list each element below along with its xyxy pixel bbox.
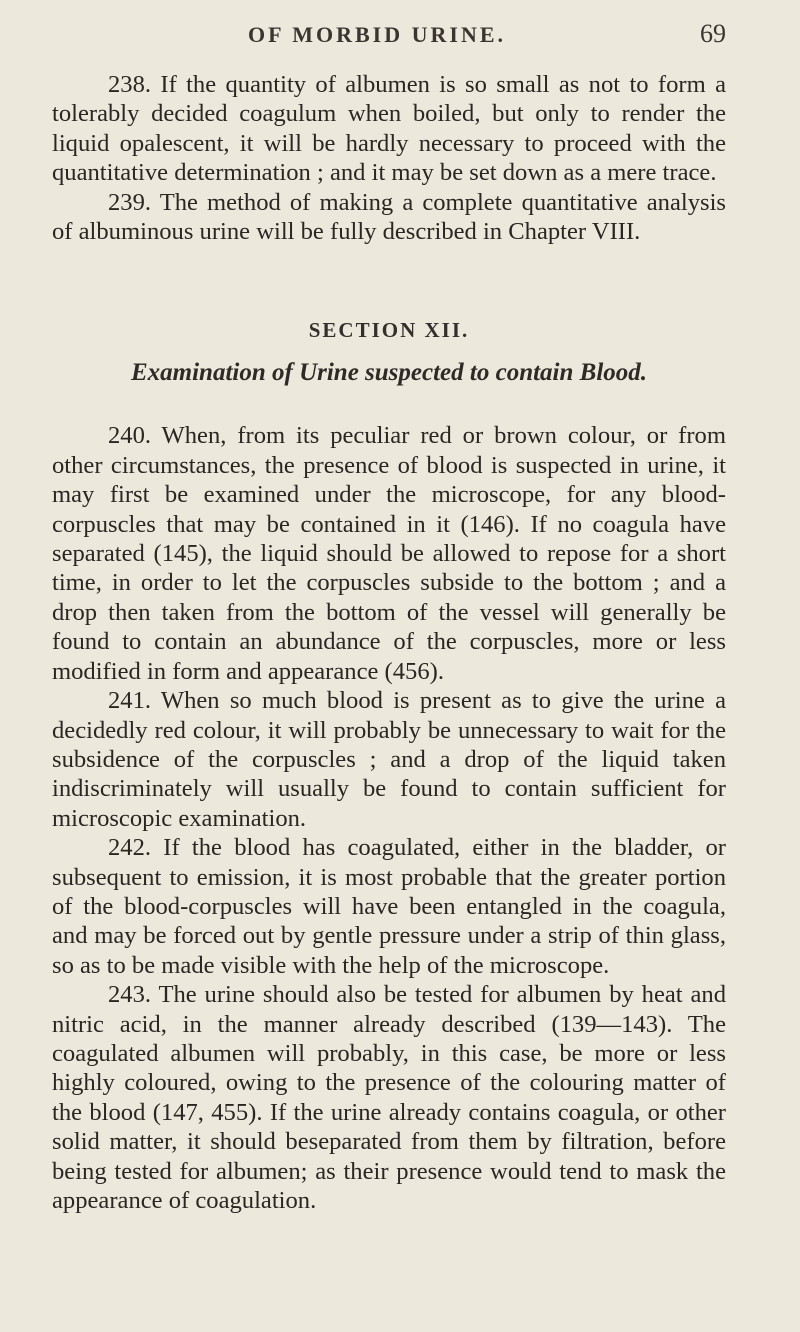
paragraph-238: 238. If the quantity of albumen is so small as not to form a tolerably decided coagulum when boiled, but only to render the liquid opalescent, it will be hardly necessary to proceed with the quantitative determination ; and it may be set down as a mere trace. bbox=[52, 71, 726, 187]
running-head bbox=[52, 0, 726, 56]
paragraph-242: 242. If the blood has coagulated, either in the bladder, or subsequent to emission, it is most probable that the greater portion of the blood-corpuscles will have been entangled in the coagula, and may be forced out by gentle pressure under a strip of thin glass, so as to be made visible with the help of the microscope. bbox=[52, 834, 726, 979]
section-heading: SECTION XII. bbox=[308, 318, 470, 343]
paragraph-243: 243. The urine should also be tested for albumen by heat and nitric acid, in the manner already described (139—143). The coagulated albumen will probably, in this case, be more or less highly coloured, owing to the presence of the colouring matter of the blood (147, 455). If the urine already contains coagula, or other solid matter, it should beseparated from them by filtration, before being tested for albumen; as their presence would tend to mask the appearance of coagulation. bbox=[52, 981, 726, 1214]
page-number: 69 bbox=[700, 19, 726, 48]
paragraph-241: 241. When so much blood is present as to give the urine a decidedly red colour, it will probably be unnecessary to wait for the subsidence of the corpuscles ; and a drop of the liquid taken indiscriminately will usually be found to contain sufficient for microscopic examination. bbox=[52, 687, 726, 832]
paragraph-240: 240. When, from its peculiar red or brown colour, or from other circumstances, the presence of blood is suspected in urine, it may first be examined under the microscope, for any blood-corpuscles that may be contained in it (146). If no coagula have separated (145), the liquid should be allowed to repose for a short time, in order to let the corpuscles subside to the bottom ; and a drop then taken from the bottom of the vessel will generally be found to contain an abundance of the corpuscles, more or less modified in form and appearance (456). bbox=[52, 422, 726, 685]
paragraph-239: 239. The method of making a complete quantitative analysis of albuminous urine will be fully described in Chapter VIII. bbox=[52, 188, 726, 246]
section-subtitle: Examination of Urine suspected to contain Blood. bbox=[130, 359, 648, 387]
running-title: OF MORBID URINE. bbox=[248, 22, 507, 47]
